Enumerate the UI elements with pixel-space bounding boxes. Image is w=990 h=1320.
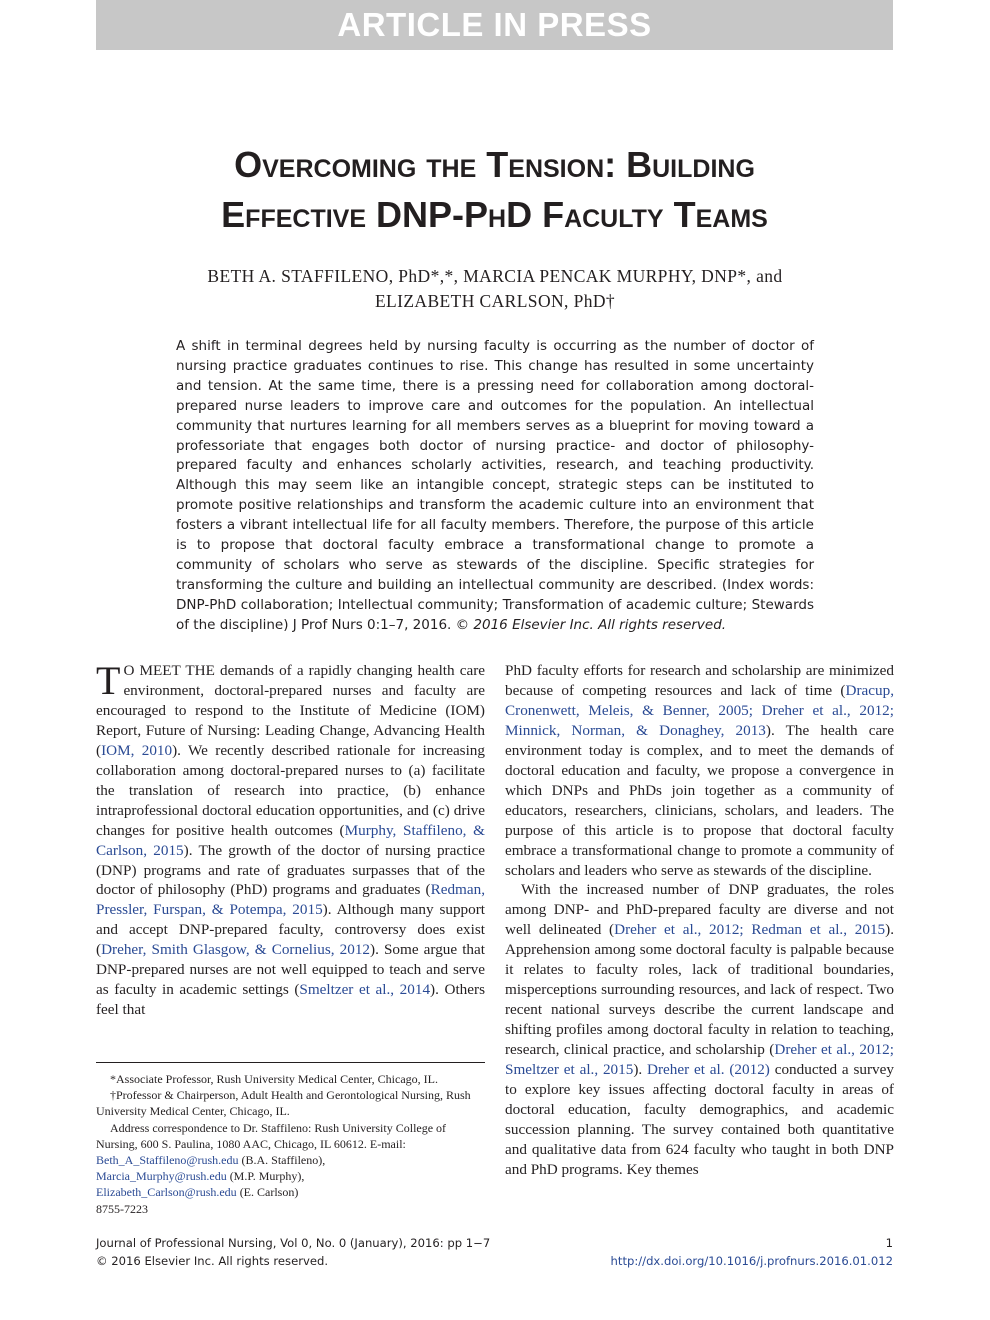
body-column-right [505, 661, 894, 1180]
body-text: ). Although many support and accept DNP-prepared faculty, controversy does exist ( [96, 901, 486, 959]
footnote-email-2-row [96, 1168, 485, 1184]
issn: 8755-7223 [96, 1201, 148, 1216]
footnote-email-1-row [96, 1152, 485, 1168]
body-text: demands of a rapidly changing health care environment, doctoral-prepared nurses and faculty are encouraged to respond to the Institute of Medicine (IOM) Report, Future of Nursing: Leading Change, Advancing Health ( [96, 662, 485, 759]
email-link[interactable]: Beth_A_Staffileno@rush.edu [96, 1153, 239, 1168]
footnote-affiliation-1: *Associate Professor, Rush University Medical Center, Chicago, IL. [110, 1072, 438, 1086]
citation-link[interactable]: Smeltzer et al., 2014 [299, 981, 431, 999]
authors-line-2: ELIZABETH CARLSON, PhD† [374, 291, 616, 311]
body-text: ). Others feel that [96, 981, 485, 1019]
article-title [96, 140, 893, 240]
body-text: ). We recently described rationale for increasing collaboration among doctoral-prepared nurses to (a) facilitate the translation of research into practice, (b) enhance intraprofessional doctoral education opportunities, and (c) drive changes for positive health outcomes ( [96, 741, 485, 839]
citation-link[interactable]: IOM, 2010 [101, 741, 173, 759]
footnote-email-3-row [96, 1184, 485, 1200]
author-list [150, 264, 840, 314]
body-text: ). The health care environment today is complex, and to meet the demands of doctoral education and faculty, we propose a convergence in which DNPs and PhDs join together as a community of educators, researchers, clinicians, scholars, and leaders. The purpose of this article is to propose that doctoral faculty embrace a transformational change to promote a community of scholars and leaders who serve as stewards of the discipline. [505, 721, 894, 879]
body-paragraph [505, 661, 894, 880]
email-link[interactable]: Marcia_Murphy@rush.edu [96, 1169, 227, 1184]
lead-in: O MEET THE [123, 662, 215, 679]
citation-link[interactable]: Redman, Pressler, Furspan, & Potempa, 2015 [96, 881, 485, 919]
footnote-divider [96, 1062, 485, 1063]
abstract-copyright: © 2016 Elsevier Inc. All rights reserved. [455, 616, 727, 633]
body-text: ). Some argue that DNP-prepared nurses are not well equipped to teach and serve as faculty in academic settings ( [96, 941, 485, 999]
body-column-left [96, 658, 486, 1020]
body-text: ). Apprehension among some doctoral faculty is palpable because it relates to faculty roles, lack of traditional boundaries, misperceptions surrounding resources, and lack of respect. Two recent national surveys describe the current landscape and shifting profiles among doctoral faculty in relation to teaching, research, clinical practice, and scholarship ( [505, 921, 894, 1059]
email-link[interactable]: Elizabeth_Carlson@rush.edu [96, 1185, 237, 1200]
doi-link[interactable]: http://dx.doi.org/10.1016/j.profnurs.2016.01.012 [610, 1254, 893, 1268]
footer-copyright: © 2016 Elsevier Inc. All rights reserved. [96, 1254, 329, 1268]
citation-link[interactable]: Dreher et al., 2012; Smeltzer et al., 2015 [505, 1041, 894, 1079]
body-text: PhD faculty efforts for research and scholarship are minimized because of competing resources and lack of time ( [505, 662, 894, 699]
footnotes [96, 1071, 485, 1217]
citation-link[interactable]: Murphy, Staffileno, & Carlson, 2015 [96, 821, 485, 859]
footnote-affiliation-2: †Professor & Chairperson, Adult Health and Gerontological Nursing, Rush University Medical Center, Chicago, IL. [96, 1088, 471, 1119]
title-line-1: Overcoming the Tension: Building [234, 144, 755, 185]
citation-link[interactable]: Dreher, Smith Glasgow, & Cornelius, 2012 [101, 941, 371, 959]
body-text: conducted a survey to explore key issues affecting doctoral faculty in areas of doctoral education, faculty demographics, and academic succession planning. The survey contained both quantitative and qualitative data from 624 faculty who taught in both DNP and PhD programs. Key themes [505, 1061, 894, 1178]
body-text: ). [633, 1061, 648, 1079]
body-text: With the increased number of DNP graduates, the roles among DNP- and PhD-prepared faculty are diverse and not well delineated ( [505, 881, 894, 939]
abstract-text: A shift in terminal degrees held by nursing faculty is occurring as the number of doctor of nursing practice graduates continues to rise. This change has resulted in some uncertainty and tension. At the same time, there is a pressing need for collaboration among doctoral-prepared nurse leaders to improve care and outcomes for the population. An intellectual community that nurtures learning for all members serves as a blueprint for moving toward a professoriate that engages both doctor of nursing practice- and doctor of philosophy-prepared faculty and enhances scholarly activities, research, and teaching productivity. Although this may seem like an intangible concept, strategic steps can be instituted to promote positive relationships and transform the academic culture into an environment that fosters a vibrant intellectual life for all faculty members. Therefore, the purpose of this article is to propose that doctoral faculty embrace a transformational change to promote a community of scholars who serve as stewards of the discipline. Specific strategies for transforming the culture and building an intellectual community are described. (Index words: DNP-PhD collaboration; Intellectual community; Transformation of academic culture; Stewards of the discipline) J Prof Nurs 0:1–7, 2016. [176, 338, 814, 633]
email-owner: (E. Carlson) [236, 1185, 299, 1200]
page-number: 1 [885, 1236, 893, 1250]
body-paragraph [505, 880, 894, 1179]
drop-cap: T [96, 658, 121, 703]
title-line-2: Effective DNP-PhD Faculty Teams [221, 194, 768, 235]
body-text: ). The growth of the doctor of nursing practice (DNP) programs and rate of graduates surpasses that of the doctor of philosophy (PhD) programs and graduates ( [96, 841, 485, 899]
body-paragraph [96, 658, 486, 1020]
abstract [176, 337, 814, 636]
footer-right [600, 1234, 893, 1270]
journal-footer [96, 1234, 566, 1270]
journal-citation: Journal of Professional Nursing, Vol 0, No. 0 (January), 2016: pp 1−7 [96, 1236, 491, 1250]
authors-line-1: BETH A. STAFFILENO, PhD*,*, MARCIA PENCAK MURPHY, DNP*, and [207, 266, 783, 286]
article-in-press-banner: ARTICLE IN PRESS [96, 0, 893, 50]
citation-link[interactable]: Dreher et al., 2012; Redman et al., 2015 [614, 921, 886, 939]
citation-link[interactable]: Dracup, Cronenwett, Meleis, & Benner, 2005; Dreher et al., 2012; Minnick, Norman, & Donaghey, 2013 [505, 681, 894, 739]
email-owner: (M.P. Murphy), [226, 1169, 305, 1184]
footnote-correspondence: Address correspondence to Dr. Staffileno: Rush University College of Nursing, 600 S. Paulina, 1080 AAC, Chicago, IL 60612. E-mail: [96, 1120, 447, 1151]
email-owner: (B.A. Staffileno), [238, 1153, 326, 1168]
citation-link[interactable]: Dreher et al. (2012) [647, 1061, 770, 1079]
